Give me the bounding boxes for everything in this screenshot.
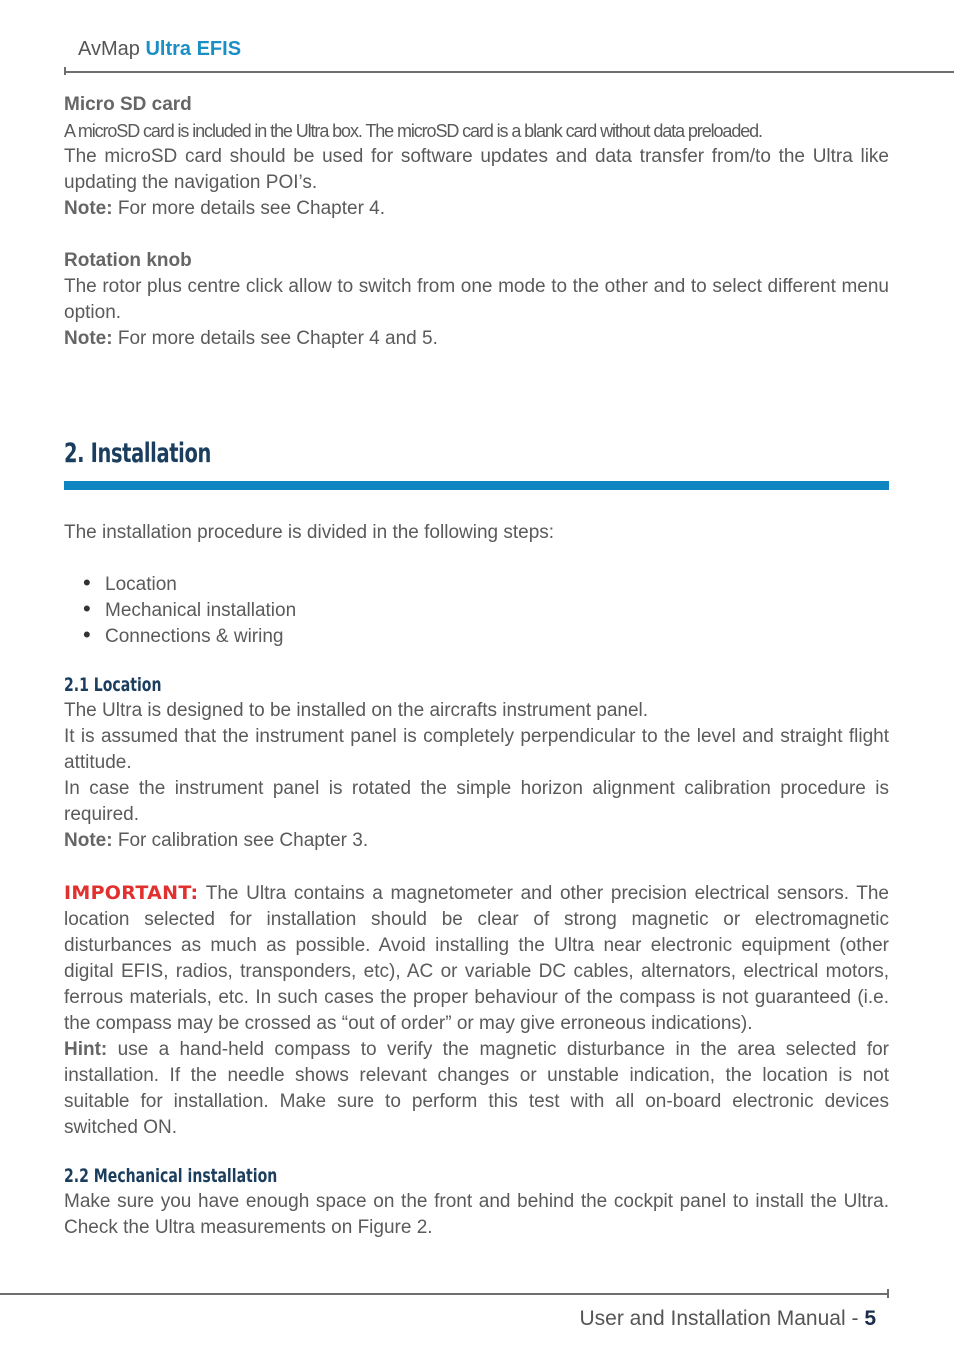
location-note (64, 828, 889, 854)
page-number: 5 (864, 1307, 876, 1330)
location-p1: The Ultra is designed to be installed on the aircrafts instrument panel. (64, 700, 649, 721)
note-text: For calibration see Chapter 3. (117, 830, 369, 851)
location-p2: It is assumed that the instrument panel is completely perpendicular to the level and straight flight attitude. (64, 726, 889, 773)
list-item: • Location (105, 572, 889, 598)
location-p3: In case the instrument panel is rotated the simple horizon alignment calibration procedure is required. (64, 778, 889, 825)
hint-paragraph (64, 1037, 889, 1141)
mechanical-title: 2.2 Mechanical installation (64, 1165, 278, 1187)
important-label: IMPORTANT: (64, 882, 199, 904)
page-content (64, 92, 889, 1241)
footer-rule (0, 1293, 889, 1295)
list-item: • Mechanical installation (105, 598, 889, 624)
micro-sd-note (64, 196, 889, 222)
installation-steps (64, 572, 889, 650)
footer-rule-tick (887, 1289, 889, 1298)
important-text: The Ultra contains a magnetometer and other precision electrical sensors. The location selected for installation should be clear of strong magnetic or electromagnetic disturbances as much as possible. Avoid installing the Ultra near electronic equipment (other digital EFIS, radios, transponders, etc), AC or variable DC cables, alternators, electrical motors, ferrous materials, etc. In such cases the proper behaviour of the compass is not guaranteed (i.e. the compass may be crossed as “out of order” or may give erroneous indications). (64, 883, 890, 1034)
note-label: Note: (64, 198, 113, 219)
page-footer (579, 1307, 876, 1331)
hint-text: use a hand-held compass to verify the magnetic disturbance in the area selected for installation. If the needle shows relevant changes or unstable indication, the location is not suitable for installation. Make sure to perform this test with all on-board electronic devices switched ON. (64, 1039, 890, 1138)
note-label: Note: (64, 830, 113, 851)
rotation-knob-title: Rotation knob (64, 250, 192, 271)
header-product: Ultra EFIS (145, 38, 242, 60)
list-item: • Connections & wiring (105, 624, 889, 650)
header-rule (64, 71, 954, 73)
installation-intro: The installation procedure is divided in the following steps: (64, 522, 555, 543)
footer-label: User and Installation Manual - (579, 1307, 859, 1330)
micro-sd-line1: A microSD card is included in the Ultra box. The microSD card is a blank card without data preloaded. (64, 121, 762, 141)
hint-label: Hint: (64, 1039, 108, 1060)
note-text: For more details see Chapter 4. (117, 198, 386, 219)
micro-sd-line2: The microSD card should be used for software updates and data transfer from/to the Ultra like updating the navigation POI’s. (64, 146, 889, 193)
installation-heading (64, 438, 889, 469)
note-text: For more details see Chapter 4 and 5. (117, 328, 438, 349)
header-app: AvMap (78, 38, 140, 60)
note-label: Note: (64, 328, 113, 349)
rotation-knob-note (64, 326, 889, 352)
important-paragraph (64, 880, 889, 1037)
micro-sd-title: Micro SD card (64, 94, 192, 115)
installation-title-bar (64, 481, 889, 490)
location-heading (64, 672, 889, 698)
location-title: 2.1 Location (64, 674, 162, 696)
mechanical-heading (64, 1163, 889, 1189)
mechanical-text: Make sure you have enough space on the front and behind the cockpit panel to install the Ultra. Check the Ultra measurements on Figure 2. (64, 1191, 889, 1238)
page-header (78, 38, 241, 61)
rotation-knob-text: The rotor plus centre click allow to switch from one mode to the other and to select different menu option. (64, 276, 889, 323)
installation-title: 2. Installation (64, 438, 211, 469)
